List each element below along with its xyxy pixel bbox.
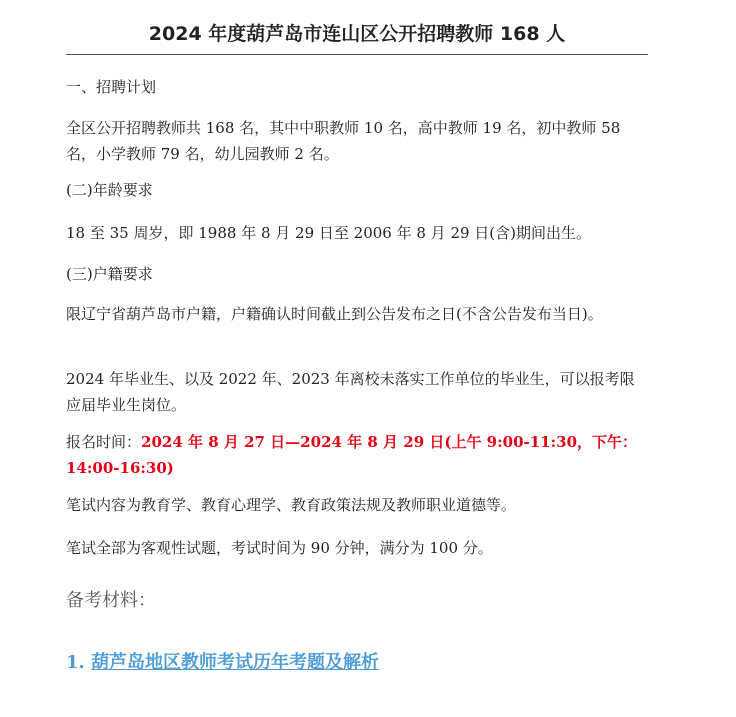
graduate-body: 2024 年毕业生、以及 2022 年、2023 年离校未落实工作单位的毕业生，可以报考限应届毕业生岗位。 [66,370,635,414]
registration-value: 2024 年 8 月 27 日—2024 年 8 月 29 日(上午 9:00-11:30，下午：14:00-16:30) [66,433,638,477]
household-heading: (三)户籍要求 [66,265,153,283]
registration-time [66,429,648,481]
exam-format: 笔试全部为客观性试题，考试时间为 90 分钟，满分为 100 分。 [66,539,493,557]
plan-heading: 一、招聘计划 [66,78,157,96]
registration-label: 报名时间： [66,433,142,451]
plan-body: 全区公开招聘教师共 168 名，其中中职教师 10 名，高中教师 19 名，初中教师 58 名，小学教师 79 名，幼儿园教师 2 名。 [66,119,621,163]
age-body: 18 至 35 周岁，即 1988 年 8 月 29 日至 2006 年 8 月 29 日(含)期间出生。 [66,224,592,242]
materials-heading: 备考材料： [66,590,156,611]
article-title: 2024 年度葫芦岛市连山区公开招聘教师 168 人 [148,23,566,45]
materials-link-item [66,649,379,677]
materials-link[interactable]: 葫芦岛地区教师考试历年考题及解析 [91,652,380,673]
household-body: 限辽宁省葫芦岛市户籍，户籍确认时间截止到公告发布之日(不含公告发布当日)。 [66,305,603,323]
exam-content: 笔试内容为教育学、教育心理学、教育政策法规及教师职业道德等。 [66,496,517,514]
title-divider [66,54,648,55]
age-heading: (二)年龄要求 [66,181,153,199]
materials-link-number: 1. [66,652,92,673]
